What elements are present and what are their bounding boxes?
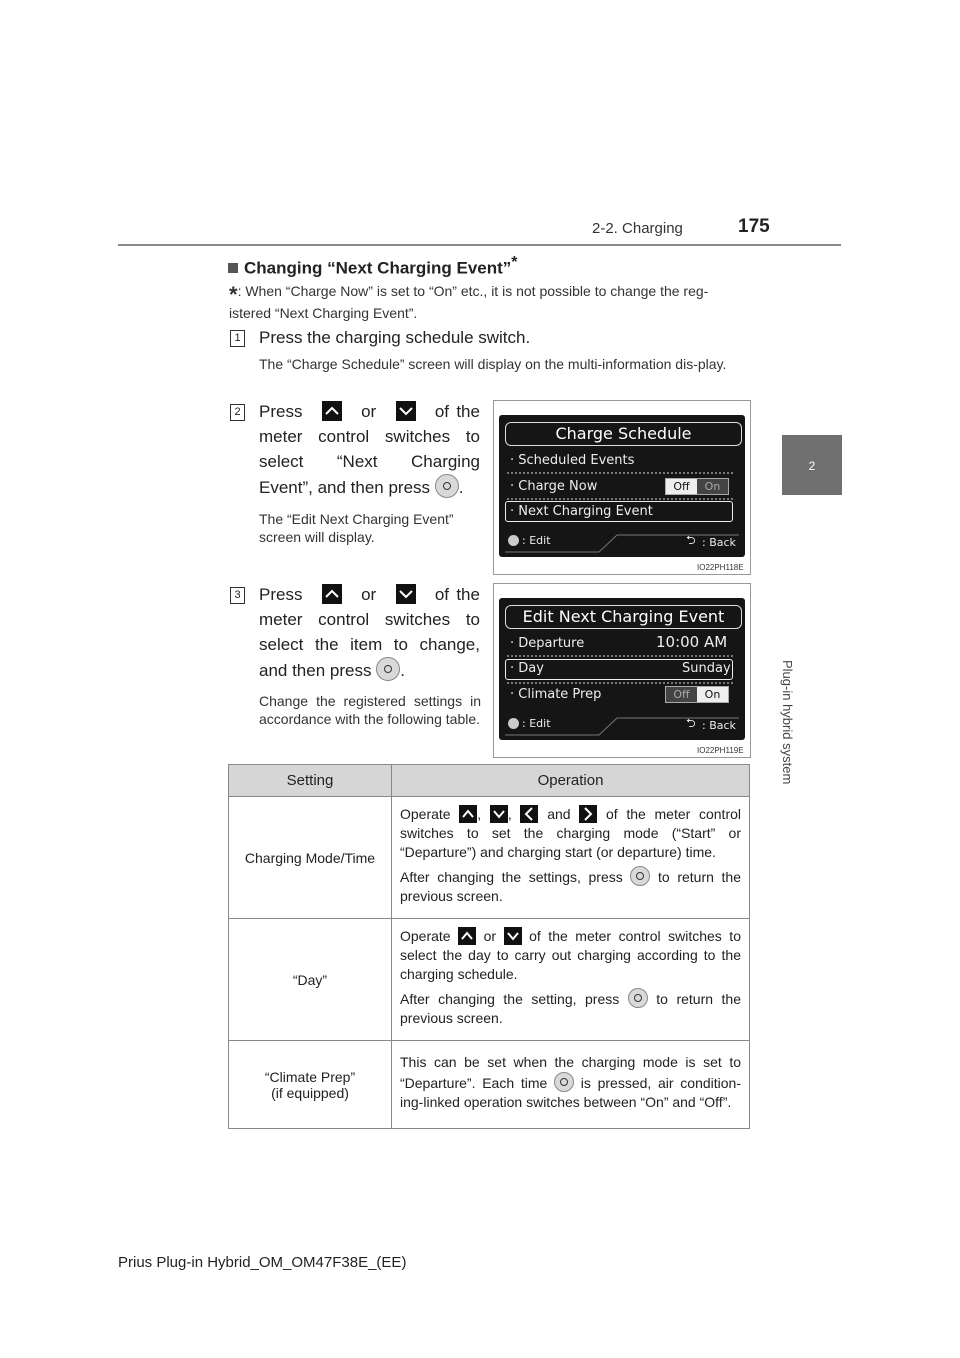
table-row: [229, 1041, 750, 1129]
heading-square-icon: [228, 263, 238, 273]
step-2-text: Press or of the meter control switches to select “Next Charging Event”, and then press .: [259, 402, 480, 497]
down-chevron-icon: [504, 927, 522, 945]
footer-edit: : Edit: [522, 534, 551, 547]
departure-value: 10:00 AM: [656, 633, 728, 651]
toggle-on: On: [697, 479, 728, 494]
screen-title: Edit Next Charging Event: [505, 605, 742, 629]
toggle-off: Off: [666, 687, 697, 702]
screen-charge-schedule-figure: [493, 400, 751, 575]
divider: [507, 682, 733, 684]
chapter-number: 2: [808, 459, 816, 473]
down-chevron-icon: [396, 401, 416, 421]
display-screen: [499, 598, 745, 740]
menu-item-charge-now: · Charge Now: [510, 479, 598, 494]
toggle-off: Off: [666, 479, 697, 494]
ok-button-icon: [435, 474, 459, 498]
menu-item-departure: · Departure: [510, 636, 585, 651]
menu-item-scheduled-events: · Scheduled Events: [510, 453, 635, 468]
footer-back: : Back: [702, 719, 736, 732]
figure-caption: IO22PH118E: [697, 563, 744, 572]
menu-item-day: · Day: [510, 661, 544, 676]
up-chevron-icon: [322, 584, 342, 604]
setting-cell: “Day”: [229, 919, 392, 1041]
setting-label: “Climate Prep”: [264, 1068, 356, 1085]
table-header-row: [229, 765, 750, 797]
setting-cell: Charging Mode/Time: [229, 797, 392, 919]
header-divider: [118, 244, 841, 246]
document-footer: Prius Plug-in Hybrid_OM_OM47F38E_(EE): [118, 1254, 407, 1271]
back-button-icon: [630, 866, 650, 886]
setting-sublabel: (if equipped): [271, 1084, 349, 1101]
settings-table: [228, 764, 750, 1129]
day-value: Sunday: [682, 661, 731, 676]
step-3-text: Press or of the meter control switches to select the item to change, and then press .: [259, 585, 480, 680]
screen-edit-next-charging-event-figure: [493, 583, 751, 758]
chapter-title: Plug-in hybrid system: [780, 660, 795, 785]
toggle-on: On: [697, 687, 728, 702]
footer-back: : Back: [702, 536, 736, 549]
divider: [507, 498, 733, 500]
divider: [507, 472, 733, 474]
operation-cell: This can be set when the charging mode is set to “Departure”. Each time is pressed, air condition-ing-linked operation switches between “On” and “Off”.: [392, 1041, 750, 1129]
section-heading: Changing “Next Charging Event”*: [228, 254, 518, 279]
climate-prep-toggle: [665, 686, 729, 703]
section-title: 2-2. Charging: [592, 220, 683, 237]
charge-now-toggle: [665, 478, 729, 495]
page-number: 175: [738, 216, 770, 237]
table-row: [229, 919, 750, 1041]
step-3-note: Change the registered settings in accordance with the following table.: [259, 693, 481, 727]
step-1-text: Press the charging schedule switch.: [259, 328, 531, 347]
down-chevron-icon: [490, 805, 508, 823]
screen-title: Charge Schedule: [505, 422, 742, 446]
back-arrow-icon: ⮌: [686, 716, 696, 730]
operation-cell: Operate , , and of the meter control switches to set the charging mode (“Start” or “Departure”) and charging start (or departure) time. After changing the settings, press to return the previous screen.: [392, 797, 750, 919]
step-2-note: The “Edit Next Charging Event” screen will display.: [259, 511, 454, 545]
table-row: [229, 797, 750, 919]
down-chevron-icon: [396, 584, 416, 604]
back-button-icon: [628, 988, 648, 1008]
column-header-operation: Operation: [392, 765, 750, 797]
step-3-badge: 3: [230, 587, 245, 604]
menu-item-next-charging-event: · Next Charging Event: [510, 504, 653, 519]
figure-caption: IO22PH119E: [697, 746, 744, 755]
column-header-setting: Setting: [229, 765, 392, 797]
footnote: *: When “Charge Now” is set to “On” etc., it is not possible to change the reg-istered “Next Charging Event”.: [229, 282, 709, 321]
ok-button-icon: [376, 657, 400, 681]
up-chevron-icon: [458, 927, 476, 945]
ok-button-icon: [554, 1072, 574, 1092]
divider: [507, 655, 733, 657]
step-2-badge: 2: [230, 404, 245, 421]
up-chevron-icon: [322, 401, 342, 421]
up-chevron-icon: [459, 805, 477, 823]
right-chevron-icon: [579, 805, 597, 823]
footer-edit: : Edit: [522, 717, 551, 730]
operation-cell: Operate or of the meter control switches to select the day to carry out charging according to the charging schedule. After changing the setting, press to return the previous screen.: [392, 919, 750, 1041]
chapter-tab: [782, 435, 842, 495]
menu-item-climate-prep: · Climate Prep: [510, 687, 602, 702]
display-screen: [499, 415, 745, 557]
step-1-note: The “Charge Schedule” screen will display on the multi-information dis-play.: [259, 356, 727, 372]
step-1-badge: 1: [230, 330, 245, 347]
setting-cell: [229, 1041, 392, 1129]
left-chevron-icon: [520, 805, 538, 823]
back-arrow-icon: ⮌: [686, 533, 696, 547]
